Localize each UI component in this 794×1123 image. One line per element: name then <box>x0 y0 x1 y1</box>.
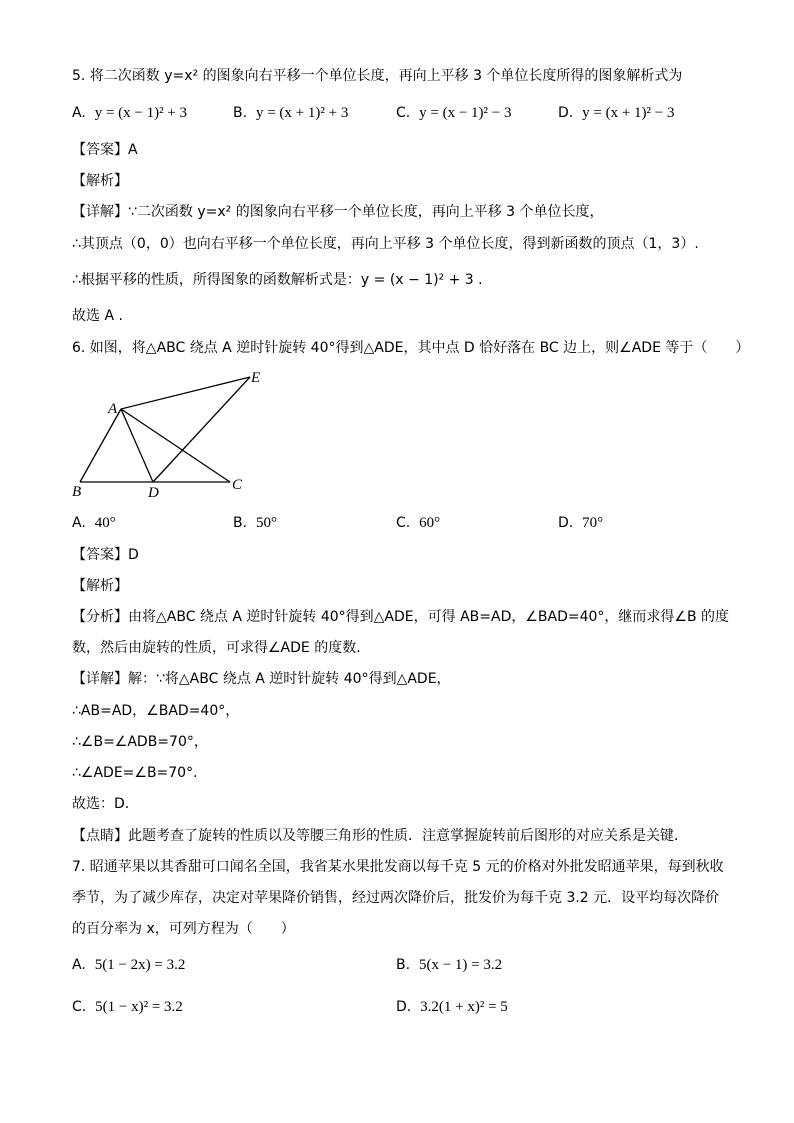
option-expr: 70° <box>582 515 604 531</box>
q6-detail-line-5: 故选：D. <box>72 796 130 812</box>
q5-option-c <box>396 102 512 124</box>
option-letter: B. <box>233 515 248 531</box>
option-letter: A. <box>72 957 86 973</box>
q5-option-d <box>558 102 675 124</box>
option-expr: y = (x + 1)² − 3 <box>582 105 675 121</box>
q6-comment: 【点睛】此题考查了旋转的性质以及等腰三角形的性质．注意掌握旋转前后图形的对应关系是关键． <box>72 828 688 844</box>
point-d-label: D <box>148 485 159 498</box>
q5-detail-line-3: ∴根据平移的性质，所得图象的函数解析式是：y = (x − 1)² + 3 . <box>72 272 483 288</box>
q6-analysis-line-1: 【分析】由将△ABC 绕点 A 逆时针旋转 40°得到△ADE，可得 AB=AD，∠BAD=40°，继而求得∠B 的度 <box>72 609 730 625</box>
option-letter: D. <box>396 999 412 1015</box>
option-letter: A. <box>72 515 86 531</box>
option-letter: B. <box>396 957 411 973</box>
q6-answer: 【答案】D <box>72 547 139 563</box>
point-b-label: B <box>72 484 82 498</box>
q5-stem: 5. 将二次函数 y=x² 的图象向右平移一个单位长度，再向上平移 3 个单位长度所得的图象解析式为 <box>72 68 683 84</box>
option-letter: B. <box>233 105 248 121</box>
q6-option-a <box>72 512 116 534</box>
q7-stem-line-3: 的百分率为 x，可列方程为（ ） <box>72 921 295 937</box>
q7-stem-line-1: 7. 昭通苹果以其香甜可口闻名全国，我省某水果批发商以每千克 5 元的价格对外批发昭通苹果，每到秋收 <box>72 859 724 875</box>
option-expr: 60° <box>419 515 441 531</box>
q5-detail-line-4: 故选 A . <box>72 308 123 324</box>
option-expr: y = (x + 1)² + 3 <box>255 105 349 121</box>
option-letter: D. <box>558 105 574 121</box>
q6-analysis-line-2: 数，然后由旋转的性质，可求得∠ADE 的度数. <box>72 640 361 656</box>
point-e-label: E <box>251 370 261 386</box>
option-letter: C. <box>396 515 411 531</box>
q6-analysis-heading: 【解析】 <box>72 578 128 594</box>
q6-detail-line-4: ∴∠ADE=∠B=70°. <box>72 765 198 781</box>
q7-stem-line-2: 季节，为了减少库存，决定对苹果降价销售，经过两次降价后，批发价为每千克 3.2 元．设平均每次降价 <box>72 890 720 906</box>
rotation-triangle-diagram <box>70 366 280 498</box>
option-letter: C. <box>72 999 87 1015</box>
q6-option-c <box>396 512 440 534</box>
option-expr: 5(x − 1) = 3.2 <box>418 957 503 973</box>
q6-detail-line-3: ∴∠B=∠ADB=70°， <box>72 734 208 750</box>
segment-ab <box>80 409 121 482</box>
q7-option-b <box>396 954 502 976</box>
q7-option-a <box>72 954 185 976</box>
option-expr: 5(1 − 2x) = 3.2 <box>94 957 186 973</box>
point-a-label: A <box>108 401 118 417</box>
option-expr: 3.2(1 + x)² = 5 <box>420 999 508 1015</box>
segment-de <box>153 377 250 482</box>
q5-analysis-heading: 【解析】 <box>72 173 128 189</box>
option-expr: 5(1 − x)² = 3.2 <box>95 999 183 1015</box>
q6-option-b <box>233 512 277 534</box>
q5-answer: 【答案】A <box>72 142 138 158</box>
option-letter: D. <box>558 515 574 531</box>
q5-option-b <box>233 102 348 124</box>
option-expr: 40° <box>94 515 116 531</box>
option-letter: C. <box>396 105 411 121</box>
q7-option-d <box>396 996 508 1018</box>
q5-detail-line-2: ∴其顶点（0，0）也向右平移一个单位长度，再向上平移 3 个单位长度，得到新函数的顶点（1，3）. <box>72 236 699 252</box>
q6-detail-line-2: ∴AB=AD，∠BAD=40°， <box>72 703 240 719</box>
option-expr: 50° <box>255 515 277 531</box>
option-expr: y = (x − 1)² + 3 <box>94 105 188 121</box>
q7-option-c <box>72 996 183 1018</box>
q6-detail-line-1: 【详解】解：∵将△ABC 绕点 A 逆时针旋转 40°得到△ADE， <box>72 671 451 687</box>
q5-detail-line-1: 【详解】∵二次函数 y=x² 的图象向右平移一个单位长度，再向上平移 3 个单位长度， <box>72 204 604 220</box>
segment-ae <box>121 377 250 409</box>
option-letter: A. <box>72 105 86 121</box>
q6-stem: 6. 如图，将△ABC 绕点 A 逆时针旋转 40°得到△ADE，其中点 D 恰好落在 BC 边上，则∠ADE 等于（ ） <box>72 340 750 356</box>
q6-option-d <box>558 512 603 534</box>
q5-option-a <box>72 102 187 124</box>
q6-figure <box>70 366 280 502</box>
point-c-label: C <box>232 477 243 493</box>
option-expr: y = (x − 1)² − 3 <box>419 105 512 121</box>
